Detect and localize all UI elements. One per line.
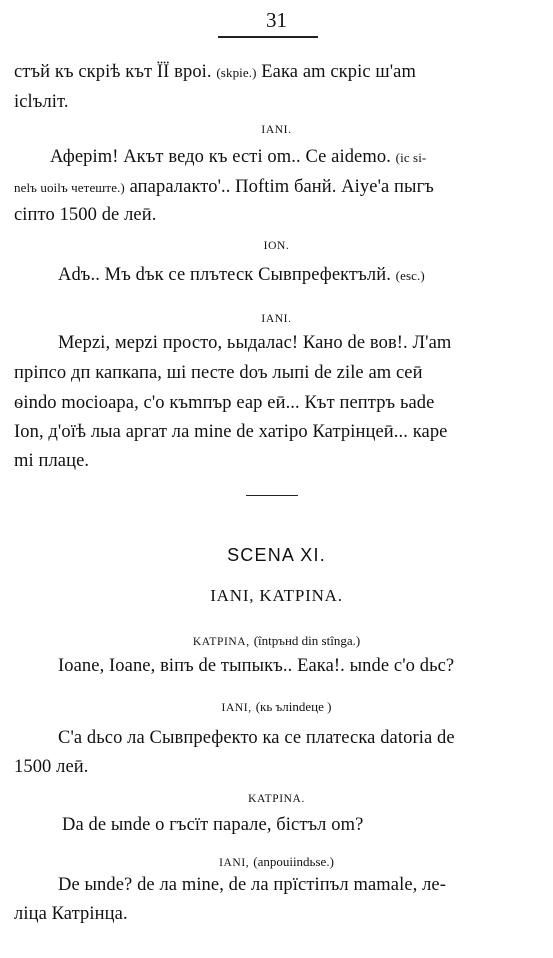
text-line: 1500 леӣ.: [14, 757, 89, 777]
speaker-label: KATPINA.: [248, 793, 305, 805]
text-span: стъй къ скріѣ кът ÏÏ вроі.: [14, 62, 212, 82]
text-line: mi плаце.: [14, 451, 90, 471]
speaker-label: IANI,: [221, 702, 252, 714]
text-line: [0, 62, 553, 83]
speaker-line: [0, 698, 553, 716]
stage-direction: (ic si-: [395, 150, 427, 165]
text-line: [0, 147, 553, 168]
speaker-label: KATPINA,: [192, 636, 250, 648]
speaker-label: IANI.: [261, 124, 292, 136]
speaker-label: ION.: [263, 240, 290, 252]
page-number-rule: [218, 36, 318, 38]
speaker-label: IANI,: [219, 857, 250, 869]
stage-direction: (anpouiindьse.): [253, 854, 334, 869]
section-separator: [246, 495, 298, 496]
text-line: ліца Катрінца.: [14, 904, 128, 924]
text-line: ісlълiт.: [14, 92, 69, 112]
speaker-line: [0, 853, 553, 871]
text-line: Da de ыnde о гъсїт парале, бiстъл оm?: [62, 815, 364, 835]
text-line: Ion, д'оїѣ лыа аргат ла mine de хатіро Катрінцеӣ... каре: [14, 422, 448, 442]
text-line: пріпсо дп капкапа, ші песте doъ лыпі de zile am ceӣ: [14, 363, 423, 383]
speaker-label: IANI.: [261, 313, 292, 325]
text-line: Мерzi, мерzi просто, ьыдалас! Кано de вов!. Л'am: [58, 333, 452, 353]
text-line: De ыnde? de ла mine, de ла прїстiпъл mamale, лe-: [58, 875, 446, 895]
stage-direction: (skpie.): [216, 65, 257, 80]
text-line: С'а dьсо ла Сывпрефекто ка се платеска datoria de: [58, 728, 455, 748]
text-line: сіпто 1500 de леӣ.: [14, 205, 157, 225]
stage-direction: (кь ълindеце ): [255, 699, 332, 714]
stage-direction: (esc.): [395, 268, 425, 283]
stage-direction: nelъ uоіlъ четеште.): [14, 180, 125, 195]
text-span: апаралакто'.. Поftim банй. Aiye'a пыгъ: [129, 177, 434, 197]
page-number: 31: [266, 8, 287, 32]
stage-direction: (întрънd din stînga.): [253, 633, 361, 648]
text-line: [0, 177, 553, 198]
text-line: Ioane, Ioane, віпъ de тыпыкъ.. Еака!. ыnde с'о dьс?: [58, 656, 455, 676]
text-span: Adъ.. Мъ dък се плътеск Сывпрефектълй.: [58, 265, 391, 285]
scene-characters: IANI, KATPINA.: [210, 586, 343, 605]
text-span: Еака am скріс ш'am: [261, 62, 416, 82]
scene-title: SCENA XI.: [227, 545, 326, 565]
speaker-line: [0, 632, 553, 650]
text-span: Аферim! Акът ведо къ есті om.. Се aidemo.: [50, 147, 391, 167]
text-line: ѳindo mocioара, с'о къmпър еар еӣ... Кът пептръ ьаde: [14, 393, 435, 413]
text-line: [0, 265, 553, 286]
